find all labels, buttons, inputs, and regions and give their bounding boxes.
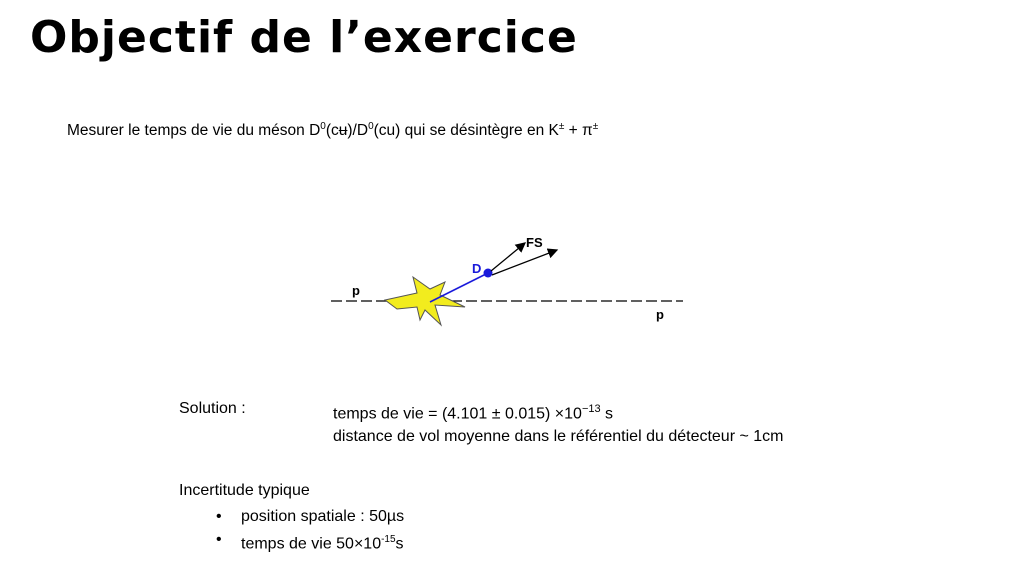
objective-part-1: (c — [325, 122, 339, 140]
solution-block — [333, 398, 784, 448]
fs-track-1 — [491, 243, 525, 271]
objective-sup-2: 0 — [368, 121, 374, 132]
incertitude-title: Incertitude typique — [179, 482, 310, 499]
bullet: • — [216, 531, 222, 548]
solution-lifetime-exp: −13 — [581, 403, 601, 415]
solution-label: Solution : — [179, 400, 246, 417]
list-item — [216, 528, 404, 555]
objective-sup-1: 0 — [320, 121, 326, 132]
objective-strike: u — [338, 122, 348, 140]
slide-title: Objectif de l’exercice — [30, 12, 578, 63]
solution-lifetime-unit: s — [600, 405, 614, 423]
label-p-right: p — [656, 307, 664, 322]
incertitude-lifetime-prefix: temps de vie 50×10 — [241, 535, 382, 553]
objective-sup-4: ± — [592, 121, 599, 132]
objective-sup-3: ± — [558, 121, 565, 132]
solution-lifetime-prefix: temps de vie = (4.101 ± 0.015) ×10 — [333, 405, 582, 423]
label-fs: FS — [526, 235, 543, 250]
objective-text — [67, 121, 598, 140]
incertitude-lifetime-unit: s — [395, 535, 404, 553]
objective-part-2: )/D — [347, 122, 369, 140]
label-p-left: p — [352, 283, 360, 298]
incertitude-list — [216, 505, 404, 555]
decay-vertex — [484, 269, 493, 278]
objective-part-4: + π — [564, 122, 593, 140]
label-d: D — [472, 261, 482, 276]
incertitude-lifetime-exp: -15 — [381, 534, 396, 545]
collision-star — [385, 277, 465, 325]
solution-flight-distance: distance de vol moyenne dans le référentiel du détecteur ~ 1cm — [333, 428, 784, 446]
incertitude-position: position spatiale : 50µs — [241, 508, 405, 525]
decay-diagram — [325, 225, 690, 340]
bullet: • — [216, 508, 222, 525]
solution-lifetime — [333, 398, 784, 425]
objective-prefix: Mesurer le temps de vie du méson D — [67, 122, 321, 140]
objective-part-3: (cu) qui se désintègre en K — [373, 122, 559, 140]
list-item — [216, 505, 404, 528]
